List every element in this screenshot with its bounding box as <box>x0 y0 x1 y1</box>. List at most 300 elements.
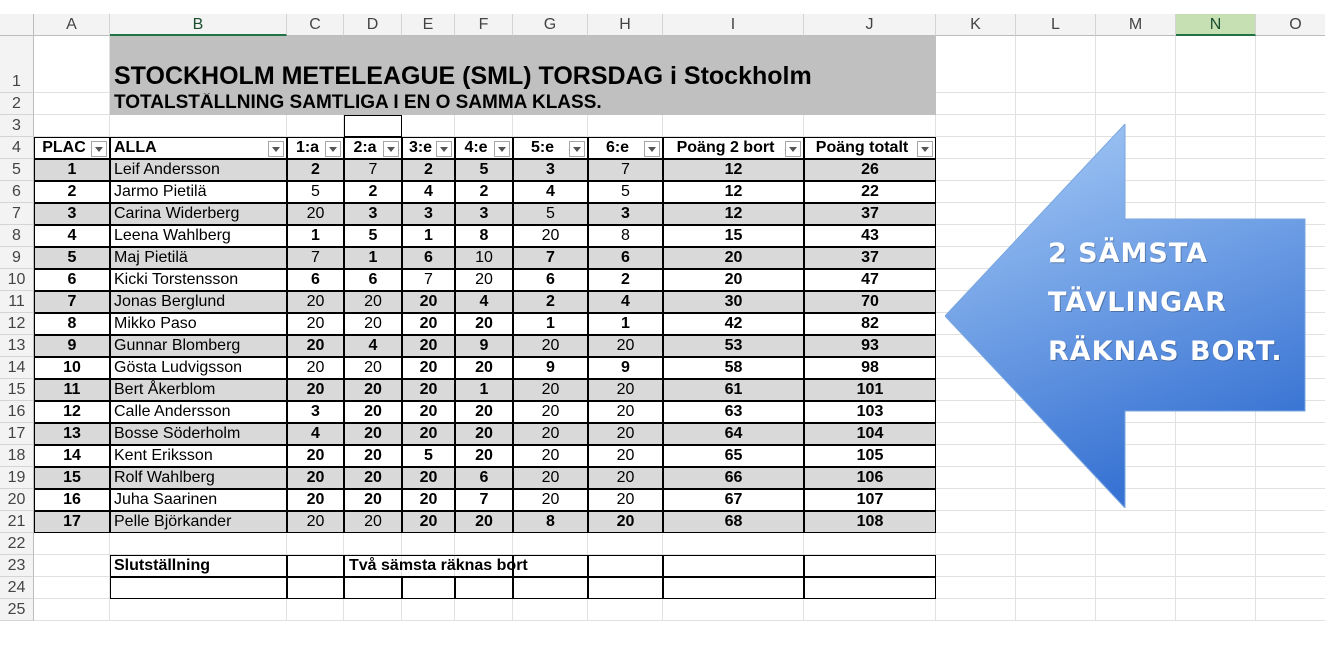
column-header-i[interactable]: I <box>663 14 804 36</box>
filter-dropdown-icon[interactable] <box>91 141 107 157</box>
column-header-b[interactable]: B <box>110 14 287 36</box>
cell[interactable] <box>455 115 513 137</box>
cell[interactable] <box>110 533 287 555</box>
column-header-f[interactable]: F <box>455 14 513 36</box>
cell[interactable] <box>513 533 588 555</box>
points-2-removed-cell[interactable]: 12 <box>663 159 804 181</box>
round-3-cell[interactable]: 20 <box>402 335 455 357</box>
round-3-cell[interactable]: 20 <box>402 467 455 489</box>
place-cell[interactable]: 2 <box>34 181 110 203</box>
cell[interactable] <box>1256 599 1325 621</box>
filter-dropdown-icon[interactable] <box>325 141 341 157</box>
points-2-removed-cell[interactable]: 20 <box>663 269 804 291</box>
cell[interactable] <box>936 533 1016 555</box>
cell[interactable] <box>804 577 936 599</box>
round-2-cell[interactable]: 20 <box>344 445 402 467</box>
points-2-removed-cell[interactable]: 12 <box>663 203 804 225</box>
round-2-cell[interactable]: 20 <box>344 291 402 313</box>
round-4-cell[interactable]: 4 <box>455 291 513 313</box>
cell[interactable] <box>1016 599 1096 621</box>
cell[interactable] <box>936 599 1016 621</box>
row-header-20[interactable]: 20 <box>0 489 34 511</box>
filter-header-9[interactable] <box>663 137 804 159</box>
round-4-cell[interactable]: 5 <box>455 159 513 181</box>
row-header-14[interactable]: 14 <box>0 357 34 379</box>
round-4-cell[interactable]: 6 <box>455 467 513 489</box>
cell[interactable] <box>1096 599 1176 621</box>
cell[interactable] <box>287 599 344 621</box>
column-header-g[interactable]: G <box>513 14 588 36</box>
cell[interactable] <box>804 115 936 137</box>
column-header-d[interactable]: D <box>344 14 402 36</box>
round-1-cell[interactable]: 20 <box>287 379 344 401</box>
cell[interactable] <box>287 533 344 555</box>
points-total-cell[interactable]: 26 <box>804 159 936 181</box>
round-1-cell[interactable]: 5 <box>287 181 344 203</box>
round-2-cell[interactable]: 4 <box>344 335 402 357</box>
points-total-cell[interactable]: 106 <box>804 467 936 489</box>
cell[interactable] <box>34 577 110 599</box>
points-total-cell[interactable]: 105 <box>804 445 936 467</box>
round-2-cell[interactable]: 3 <box>344 203 402 225</box>
round-3-cell[interactable]: 7 <box>402 269 455 291</box>
round-3-cell[interactable]: 20 <box>402 401 455 423</box>
round-5-cell[interactable]: 8 <box>513 511 588 533</box>
round-2-cell[interactable]: 20 <box>344 379 402 401</box>
round-6-cell[interactable]: 8 <box>588 225 663 247</box>
cell[interactable] <box>1256 36 1325 93</box>
place-cell[interactable]: 10 <box>34 357 110 379</box>
round-5-cell[interactable]: 9 <box>513 357 588 379</box>
round-1-cell[interactable]: 1 <box>287 225 344 247</box>
cell[interactable] <box>1256 93 1325 115</box>
points-total-cell[interactable]: 98 <box>804 357 936 379</box>
row-header-11[interactable]: 11 <box>0 291 34 313</box>
round-2-cell[interactable]: 20 <box>344 511 402 533</box>
points-2-removed-cell[interactable]: 15 <box>663 225 804 247</box>
cell[interactable] <box>1016 36 1096 93</box>
final-standing-label[interactable]: Slutställning <box>110 555 287 577</box>
sheet-subtitle[interactable]: TOTALSTÄLLNING SAMTLIGA I EN O SAMMA KLASS. <box>110 93 936 115</box>
round-3-cell[interactable]: 5 <box>402 445 455 467</box>
round-1-cell[interactable]: 20 <box>287 203 344 225</box>
round-6-cell[interactable]: 4 <box>588 291 663 313</box>
cell[interactable] <box>936 511 1016 533</box>
points-total-cell[interactable]: 93 <box>804 335 936 357</box>
row-header-17[interactable]: 17 <box>0 423 34 445</box>
round-6-cell[interactable]: 6 <box>588 247 663 269</box>
place-cell[interactable]: 5 <box>34 247 110 269</box>
cell[interactable] <box>804 533 936 555</box>
name-cell[interactable]: Maj Pietilä <box>110 247 287 269</box>
row-header-16[interactable]: 16 <box>0 401 34 423</box>
column-header-o[interactable]: O <box>1256 14 1325 36</box>
filter-dropdown-icon[interactable] <box>569 141 585 157</box>
cell[interactable] <box>1016 93 1096 115</box>
cell[interactable] <box>1176 555 1256 577</box>
round-6-cell[interactable]: 1 <box>588 313 663 335</box>
place-cell[interactable]: 11 <box>34 379 110 401</box>
round-6-cell[interactable]: 20 <box>588 511 663 533</box>
cell[interactable] <box>402 599 455 621</box>
points-2-removed-cell[interactable]: 30 <box>663 291 804 313</box>
round-4-cell[interactable]: 20 <box>455 269 513 291</box>
column-header-l[interactable]: L <box>1016 14 1096 36</box>
place-cell[interactable]: 16 <box>34 489 110 511</box>
place-cell[interactable]: 6 <box>34 269 110 291</box>
cell[interactable] <box>936 577 1016 599</box>
points-2-removed-cell[interactable]: 42 <box>663 313 804 335</box>
round-3-cell[interactable]: 20 <box>402 423 455 445</box>
row-header-22[interactable]: 22 <box>0 533 34 555</box>
filter-header-5[interactable] <box>402 137 455 159</box>
cell[interactable] <box>287 115 344 137</box>
round-6-cell[interactable]: 20 <box>588 335 663 357</box>
cell[interactable] <box>1176 599 1256 621</box>
round-3-cell[interactable]: 4 <box>402 181 455 203</box>
round-5-cell[interactable]: 7 <box>513 247 588 269</box>
filter-header-10[interactable] <box>804 137 936 159</box>
round-2-cell[interactable]: 20 <box>344 313 402 335</box>
cell[interactable] <box>1096 93 1176 115</box>
points-total-cell[interactable]: 43 <box>804 225 936 247</box>
cell[interactable] <box>1176 93 1256 115</box>
row-header-19[interactable]: 19 <box>0 467 34 489</box>
place-cell[interactable]: 4 <box>34 225 110 247</box>
place-cell[interactable]: 12 <box>34 401 110 423</box>
round-1-cell[interactable]: 7 <box>287 247 344 269</box>
round-5-cell[interactable]: 1 <box>513 313 588 335</box>
round-6-cell[interactable]: 20 <box>588 379 663 401</box>
cell[interactable] <box>1176 36 1256 93</box>
round-1-cell[interactable]: 20 <box>287 291 344 313</box>
filter-header-2[interactable] <box>110 137 287 159</box>
points-total-cell[interactable]: 108 <box>804 511 936 533</box>
round-1-cell[interactable]: 20 <box>287 313 344 335</box>
column-header-h[interactable]: H <box>588 14 663 36</box>
cell[interactable] <box>1096 577 1176 599</box>
round-4-cell[interactable]: 3 <box>455 203 513 225</box>
cell[interactable] <box>1096 533 1176 555</box>
round-6-cell[interactable]: 20 <box>588 401 663 423</box>
name-cell[interactable]: Juha Saarinen <box>110 489 287 511</box>
row-header-5[interactable]: 5 <box>0 159 34 181</box>
name-cell[interactable]: Calle Andersson <box>110 401 287 423</box>
column-header-m[interactable]: M <box>1096 14 1176 36</box>
filter-dropdown-icon[interactable] <box>436 141 452 157</box>
round-1-cell[interactable]: 6 <box>287 269 344 291</box>
cell[interactable] <box>455 599 513 621</box>
round-1-cell[interactable]: 4 <box>287 423 344 445</box>
round-5-cell[interactable]: 20 <box>513 423 588 445</box>
cell[interactable] <box>588 577 663 599</box>
round-3-cell[interactable]: 20 <box>402 489 455 511</box>
round-6-cell[interactable]: 20 <box>588 423 663 445</box>
round-4-cell[interactable]: 20 <box>455 445 513 467</box>
round-5-cell[interactable]: 6 <box>513 269 588 291</box>
cell-d3[interactable] <box>344 115 402 137</box>
cell[interactable] <box>34 36 110 93</box>
cell[interactable] <box>455 577 513 599</box>
filter-header-4[interactable] <box>344 137 402 159</box>
place-cell[interactable]: 8 <box>34 313 110 335</box>
place-cell[interactable]: 9 <box>34 335 110 357</box>
cell[interactable] <box>344 599 402 621</box>
row-header-23[interactable]: 23 <box>0 555 34 577</box>
round-5-cell[interactable]: 20 <box>513 489 588 511</box>
cell[interactable] <box>1096 511 1176 533</box>
round-5-cell[interactable]: 4 <box>513 181 588 203</box>
cell[interactable] <box>34 599 110 621</box>
points-total-cell[interactable]: 47 <box>804 269 936 291</box>
points-2-removed-cell[interactable]: 64 <box>663 423 804 445</box>
row-header-12[interactable]: 12 <box>0 313 34 335</box>
round-6-cell[interactable]: 3 <box>588 203 663 225</box>
row-header-15[interactable]: 15 <box>0 379 34 401</box>
cell[interactable] <box>513 115 588 137</box>
name-cell[interactable]: Leif Andersson <box>110 159 287 181</box>
cell[interactable] <box>402 533 455 555</box>
round-5-cell[interactable]: 5 <box>513 203 588 225</box>
cell[interactable] <box>663 577 804 599</box>
filter-dropdown-icon[interactable] <box>785 141 801 157</box>
cell[interactable] <box>344 577 402 599</box>
cell[interactable] <box>588 555 663 577</box>
round-5-cell[interactable]: 20 <box>513 467 588 489</box>
filter-header-6[interactable] <box>455 137 513 159</box>
round-3-cell[interactable]: 2 <box>402 159 455 181</box>
points-2-removed-cell[interactable]: 20 <box>663 247 804 269</box>
round-2-cell[interactable]: 1 <box>344 247 402 269</box>
round-4-cell[interactable]: 9 <box>455 335 513 357</box>
cell[interactable] <box>34 115 110 137</box>
points-2-removed-cell[interactable]: 65 <box>663 445 804 467</box>
filter-header-3[interactable] <box>287 137 344 159</box>
cell[interactable] <box>34 533 110 555</box>
points-2-removed-cell[interactable]: 68 <box>663 511 804 533</box>
place-cell[interactable]: 15 <box>34 467 110 489</box>
column-header-a[interactable]: A <box>34 14 110 36</box>
round-3-cell[interactable]: 6 <box>402 247 455 269</box>
cell[interactable] <box>588 115 663 137</box>
round-3-cell[interactable]: 3 <box>402 203 455 225</box>
round-1-cell[interactable]: 3 <box>287 401 344 423</box>
name-cell[interactable]: Bert Åkerblom <box>110 379 287 401</box>
cell[interactable] <box>513 577 588 599</box>
round-1-cell[interactable]: 20 <box>287 335 344 357</box>
cell[interactable] <box>804 555 936 577</box>
row-header-10[interactable]: 10 <box>0 269 34 291</box>
round-4-cell[interactable]: 20 <box>455 313 513 335</box>
place-cell[interactable]: 14 <box>34 445 110 467</box>
round-5-cell[interactable]: 20 <box>513 335 588 357</box>
round-6-cell[interactable]: 20 <box>588 467 663 489</box>
round-5-cell[interactable]: 2 <box>513 291 588 313</box>
cell[interactable] <box>663 115 804 137</box>
row-header-6[interactable]: 6 <box>0 181 34 203</box>
cell[interactable] <box>936 93 1016 115</box>
cell[interactable] <box>1256 577 1325 599</box>
filter-dropdown-icon[interactable] <box>494 141 510 157</box>
round-4-cell[interactable]: 2 <box>455 181 513 203</box>
name-cell[interactable]: Jonas Berglund <box>110 291 287 313</box>
cell[interactable] <box>1256 555 1325 577</box>
cell[interactable] <box>1016 577 1096 599</box>
points-2-removed-cell[interactable]: 63 <box>663 401 804 423</box>
row-header-24[interactable]: 24 <box>0 577 34 599</box>
round-3-cell[interactable]: 20 <box>402 357 455 379</box>
points-total-cell[interactable]: 70 <box>804 291 936 313</box>
cell[interactable] <box>110 577 287 599</box>
row-header-7[interactable]: 7 <box>0 203 34 225</box>
round-2-cell[interactable]: 20 <box>344 357 402 379</box>
filter-dropdown-icon[interactable] <box>917 141 933 157</box>
name-cell[interactable]: Jarmo Pietilä <box>110 181 287 203</box>
round-4-cell[interactable]: 7 <box>455 489 513 511</box>
round-1-cell[interactable]: 2 <box>287 159 344 181</box>
name-cell[interactable]: Gösta Ludvigsson <box>110 357 287 379</box>
column-header-k[interactable]: K <box>936 14 1016 36</box>
cell[interactable] <box>663 555 804 577</box>
cell[interactable] <box>1016 511 1096 533</box>
round-3-cell[interactable]: 20 <box>402 379 455 401</box>
row-header-2[interactable]: 2 <box>0 93 34 115</box>
round-5-cell[interactable]: 20 <box>513 379 588 401</box>
name-cell[interactable]: Carina Widerberg <box>110 203 287 225</box>
cell[interactable] <box>588 599 663 621</box>
cell[interactable] <box>287 555 344 577</box>
points-2-removed-cell[interactable]: 53 <box>663 335 804 357</box>
column-header-n[interactable]: N <box>1176 14 1256 36</box>
row-header-21[interactable]: 21 <box>0 511 34 533</box>
cell[interactable] <box>402 115 455 137</box>
cell[interactable] <box>1176 533 1256 555</box>
filter-header-1[interactable] <box>34 137 110 159</box>
round-2-cell[interactable]: 20 <box>344 467 402 489</box>
round-6-cell[interactable]: 20 <box>588 445 663 467</box>
place-cell[interactable]: 1 <box>34 159 110 181</box>
cell[interactable] <box>402 577 455 599</box>
round-6-cell[interactable]: 5 <box>588 181 663 203</box>
round-1-cell[interactable]: 20 <box>287 511 344 533</box>
points-total-cell[interactable]: 107 <box>804 489 936 511</box>
round-1-cell[interactable]: 20 <box>287 489 344 511</box>
row-header-18[interactable]: 18 <box>0 445 34 467</box>
cell[interactable] <box>34 93 110 115</box>
round-4-cell[interactable]: 1 <box>455 379 513 401</box>
cell[interactable] <box>663 533 804 555</box>
place-cell[interactable]: 17 <box>34 511 110 533</box>
cell[interactable] <box>1176 511 1256 533</box>
points-total-cell[interactable]: 101 <box>804 379 936 401</box>
points-2-removed-cell[interactable]: 58 <box>663 357 804 379</box>
select-all-corner[interactable] <box>0 14 34 36</box>
round-4-cell[interactable]: 20 <box>455 511 513 533</box>
round-2-cell[interactable]: 6 <box>344 269 402 291</box>
cell[interactable] <box>513 599 588 621</box>
round-3-cell[interactable]: 1 <box>402 225 455 247</box>
cell[interactable] <box>804 599 936 621</box>
column-header-c[interactable]: C <box>287 14 344 36</box>
cell[interactable] <box>110 599 287 621</box>
cell[interactable] <box>1016 533 1096 555</box>
round-4-cell[interactable]: 20 <box>455 423 513 445</box>
place-cell[interactable]: 7 <box>34 291 110 313</box>
round-2-cell[interactable]: 20 <box>344 401 402 423</box>
round-5-cell[interactable]: 20 <box>513 445 588 467</box>
round-3-cell[interactable]: 20 <box>402 291 455 313</box>
name-cell[interactable]: Rolf Wahlberg <box>110 467 287 489</box>
round-1-cell[interactable]: 20 <box>287 357 344 379</box>
name-cell[interactable]: Kicki Torstensson <box>110 269 287 291</box>
points-2-removed-cell[interactable]: 67 <box>663 489 804 511</box>
place-cell[interactable]: 3 <box>34 203 110 225</box>
sheet-title[interactable]: STOCKHOLM METELEAGUE (SML) TORSDAG i Stockholm <box>110 36 936 93</box>
filter-header-8[interactable] <box>588 137 663 159</box>
points-total-cell[interactable]: 22 <box>804 181 936 203</box>
name-cell[interactable]: Kent Eriksson <box>110 445 287 467</box>
points-2-removed-cell[interactable]: 61 <box>663 379 804 401</box>
round-2-cell[interactable]: 2 <box>344 181 402 203</box>
row-header-9[interactable]: 9 <box>0 247 34 269</box>
footer-note[interactable]: Två sämsta räknas bort <box>344 555 513 577</box>
round-5-cell[interactable]: 20 <box>513 401 588 423</box>
cell[interactable] <box>588 533 663 555</box>
round-4-cell[interactable]: 10 <box>455 247 513 269</box>
round-6-cell[interactable]: 20 <box>588 489 663 511</box>
round-2-cell[interactable]: 20 <box>344 423 402 445</box>
row-header-4[interactable]: 4 <box>0 137 34 159</box>
name-cell[interactable]: Gunnar Blomberg <box>110 335 287 357</box>
column-header-j[interactable]: J <box>804 14 936 36</box>
round-5-cell[interactable]: 20 <box>513 225 588 247</box>
cell[interactable] <box>1176 577 1256 599</box>
round-2-cell[interactable]: 20 <box>344 489 402 511</box>
cell[interactable] <box>936 36 1016 93</box>
points-total-cell[interactable]: 37 <box>804 247 936 269</box>
name-cell[interactable]: Bosse Söderholm <box>110 423 287 445</box>
round-2-cell[interactable]: 7 <box>344 159 402 181</box>
round-4-cell[interactable]: 20 <box>455 357 513 379</box>
row-header-25[interactable]: 25 <box>0 599 34 621</box>
cell[interactable] <box>936 555 1016 577</box>
cell[interactable] <box>663 599 804 621</box>
row-header-1[interactable]: 1 <box>0 36 34 93</box>
cell[interactable] <box>344 533 402 555</box>
points-2-removed-cell[interactable]: 66 <box>663 467 804 489</box>
cell[interactable] <box>1016 555 1096 577</box>
points-total-cell[interactable]: 103 <box>804 401 936 423</box>
name-cell[interactable]: Leena Wahlberg <box>110 225 287 247</box>
points-total-cell[interactable]: 82 <box>804 313 936 335</box>
cell[interactable] <box>1096 36 1176 93</box>
round-4-cell[interactable]: 8 <box>455 225 513 247</box>
round-3-cell[interactable]: 20 <box>402 313 455 335</box>
round-2-cell[interactable]: 5 <box>344 225 402 247</box>
cell[interactable] <box>1096 555 1176 577</box>
filter-dropdown-icon[interactable] <box>383 141 399 157</box>
cell[interactable] <box>110 115 287 137</box>
row-header-8[interactable]: 8 <box>0 225 34 247</box>
filter-dropdown-icon[interactable] <box>644 141 660 157</box>
row-header-13[interactable]: 13 <box>0 335 34 357</box>
points-2-removed-cell[interactable]: 12 <box>663 181 804 203</box>
round-1-cell[interactable]: 20 <box>287 467 344 489</box>
cell[interactable] <box>455 533 513 555</box>
row-header-3[interactable]: 3 <box>0 115 34 137</box>
round-6-cell[interactable]: 2 <box>588 269 663 291</box>
place-cell[interactable]: 13 <box>34 423 110 445</box>
